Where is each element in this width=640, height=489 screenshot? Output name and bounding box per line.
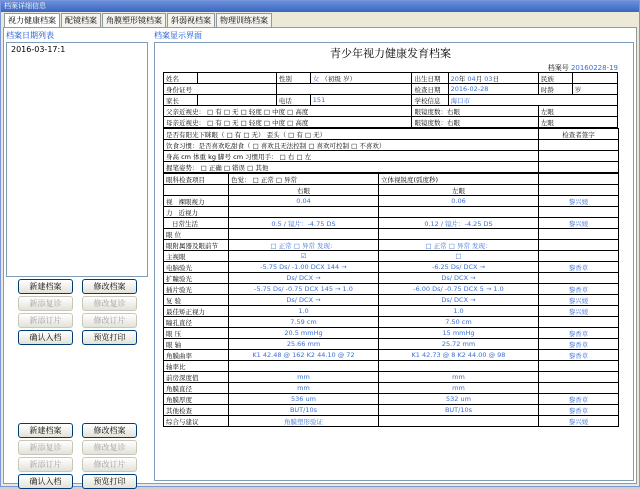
right-eye-value: -5.75 Ds/ -0.75 DCX 145 → 1.0: [229, 284, 379, 295]
table-row: 家长 电话 151 学校信息 海口市: [164, 95, 618, 106]
right-eye-value: mm: [229, 372, 379, 383]
date-listbox[interactable]: [6, 42, 148, 277]
table-row: 母亲近视史： □ 有 □ 无 □ 轻度 □ 中度 □ 高度 眼镜度数：右眼 左眼: [164, 117, 618, 128]
right-eye-value: □ 正常 □ 异常 发现：: [229, 240, 379, 251]
exam-item-label: 综合与建议: [164, 416, 229, 427]
examiner-signature: [539, 207, 619, 218]
tab-training-record[interactable]: 物理训练档案: [216, 13, 272, 27]
left-eye-value: [379, 416, 539, 427]
edit-record-button[interactable]: 修改档案: [82, 279, 137, 294]
print-preview-button[interactable]: 预览打印: [82, 330, 137, 345]
table-row: [164, 295, 619, 306]
table-row: 握笔姿势： □ 正确 □ 错误 □ 其他: [164, 162, 619, 173]
exam-item-label: 主视眼: [164, 251, 229, 262]
left-eye-value: □: [379, 251, 539, 262]
exam-item-label: 角膜曲率: [164, 350, 229, 361]
record-document: [163, 45, 618, 427]
table-row: [164, 306, 619, 317]
edit-record-button-2[interactable]: 修改档案: [82, 423, 137, 438]
right-eye-value: BUT/10s: [229, 405, 379, 416]
table-row: [164, 284, 619, 295]
right-eye-value: -5.75 Ds/ -1.00 DCX 144 →: [229, 262, 379, 273]
left-eye-value: -6.00 Ds/ -0.75 DCX 5 → 1.0: [379, 284, 539, 295]
exam-item-label: 眼 位: [164, 229, 229, 240]
examiner-signature: 黎香草: [539, 284, 619, 295]
left-eye-value: 532 um: [379, 394, 539, 405]
table-row: [164, 240, 619, 251]
examiner-signature: 黎兴媛: [539, 196, 619, 207]
tab-ortho-k-record[interactable]: 角膜塑形镜档案: [102, 13, 166, 27]
examiner-signature: 黎香草: [539, 394, 619, 405]
record-display-label: 档案显示界面: [154, 31, 202, 40]
table-row: [164, 328, 619, 339]
exam-item-label: 扩瞳验光: [164, 273, 229, 284]
habits-table: [163, 128, 619, 173]
left-eye-value: Ds/ DCX →: [379, 273, 539, 284]
exam-item-label: 视 裸眼视力: [164, 196, 229, 207]
exam-item-label: 眼附属器及眼前节: [164, 240, 229, 251]
exam-item-label: 力 近视力: [164, 207, 229, 218]
tab-strabismus-record[interactable]: 斜弱视档案: [167, 13, 215, 27]
right-eye-value: 536 um: [229, 394, 379, 405]
right-eye-value: [229, 361, 379, 372]
exam-item-label: 电脑验光: [164, 262, 229, 273]
examiner-signature: 黎香草: [539, 328, 619, 339]
table-row: [164, 372, 619, 383]
left-eye-value: 7.50 cm: [379, 317, 539, 328]
left-eye-value: 15 mmHg: [379, 328, 539, 339]
add-lens-order-button[interactable]: 新添订片: [18, 313, 73, 328]
add-review-button-2[interactable]: 新添复诊: [18, 440, 73, 455]
exam-item-label: 日常生活: [164, 218, 229, 229]
table-row: 身高 cm 体重 kg 脚号 cm 习惯用手： □ 右 □ 左: [164, 151, 619, 162]
left-eye-value: 1.0: [379, 306, 539, 317]
patient-info-table: [163, 72, 618, 128]
left-eye-value: mm: [379, 383, 539, 394]
examiner-signature: 黎香草: [539, 405, 619, 416]
examiner-signature: 黎香草: [539, 339, 619, 350]
left-eye-value: 0.06: [379, 196, 539, 207]
left-eye-value: BUT/10s: [379, 405, 539, 416]
confirm-archive-button-2[interactable]: 确认入档: [18, 474, 73, 489]
right-eye-value: 7.59 cm: [229, 317, 379, 328]
table-row: 饮食习惯：是否喜欢吃甜食（ □ 喜欢且无法控制 □ 喜欢可控制 □ 不喜欢）: [164, 140, 619, 151]
right-eye-value: [229, 229, 379, 240]
left-eye-value: □ 正常 □ 异常 发现：: [379, 240, 539, 251]
table-row: 姓名 性别 女 （初级 岁） 出生日期 20年 04月 03日 民族: [164, 73, 618, 84]
left-eye-value: [379, 229, 539, 240]
left-eye-value: [379, 207, 539, 218]
table-row: 是否有阳光下眯眼（ □ 有 □ 无） 歪头（ □ 有 □ 无） 检查者签字: [164, 129, 619, 140]
record-number: 档案号 20160228-19: [547, 64, 618, 72]
confirm-archive-button[interactable]: 确认入档: [18, 330, 73, 345]
exam-item-label: 其他检查: [164, 405, 229, 416]
window-title: 档案详细信息: [1, 1, 639, 12]
exam-item-label: 瞳孔直径: [164, 317, 229, 328]
print-preview-button-2[interactable]: 预览打印: [82, 474, 137, 489]
table-row: [164, 251, 619, 262]
exam-item-label: 眼 轴: [164, 339, 229, 350]
left-eye-value: mm: [379, 372, 539, 383]
examiner-signature: [539, 317, 619, 328]
table-row: 父亲近视史： □ 有 □ 无 □ 轻度 □ 中度 □ 高度 眼镜度数：右眼 左眼: [164, 106, 618, 117]
table-row: [164, 405, 619, 416]
table-row: 身份证号 检查日期 2016-02-28 时龄 岁: [164, 84, 618, 95]
eye-exam-table: [163, 173, 619, 427]
right-eye-value: 25.66 mm: [229, 339, 379, 350]
examiner-signature: [539, 383, 619, 394]
table-row: [164, 196, 619, 207]
edit-review-button[interactable]: 修改复诊: [82, 296, 137, 311]
table-row: [164, 339, 619, 350]
right-eye-value: 1.0: [229, 306, 379, 317]
exam-item-label: 前房深度值: [164, 372, 229, 383]
left-eye-value: -6.25 Ds/ DCX →: [379, 262, 539, 273]
table-row: [164, 218, 619, 229]
examiner-signature: 黎兴媛: [539, 416, 619, 427]
right-eye-value: K1 42.48 @ 162 K2 44.10 @ 72: [229, 350, 379, 361]
exam-item-label: 复 验: [164, 295, 229, 306]
exam-item-label: 角膜直径: [164, 383, 229, 394]
exam-item-label: 眼 压: [164, 328, 229, 339]
record-document-area: [154, 42, 634, 481]
right-eye-value: 0.5 / 镜片：-4.75 DS: [229, 218, 379, 229]
examiner-signature: 黎香草: [539, 262, 619, 273]
right-eye-value: Ds/ DCX →: [229, 295, 379, 306]
table-row: [164, 383, 619, 394]
right-eye-value: Ds/ DCX →: [229, 273, 379, 284]
table-row: [164, 394, 619, 405]
examiner-signature: 黎兴媛: [539, 218, 619, 229]
right-panel: [154, 30, 634, 481]
exam-rows: [164, 196, 619, 427]
table-row: [164, 273, 619, 284]
right-eye-value: 20.5 mmHg: [229, 328, 379, 339]
table-row: 右眼 左眼: [164, 185, 619, 196]
exam-item-label: 最佳矫正视力: [164, 306, 229, 317]
table-row: [164, 207, 619, 218]
new-record-button[interactable]: 新建档案: [18, 279, 73, 294]
table-row: [164, 317, 619, 328]
list-item[interactable]: 2016-03-17:1: [11, 45, 66, 54]
right-eye-value: [229, 207, 379, 218]
table-row: [164, 416, 619, 427]
add-lens-order-button-2[interactable]: 新添订片: [18, 457, 73, 472]
left-eye-value: 25.72 mm: [379, 339, 539, 350]
examiner-signature: 黎兴媛: [539, 295, 619, 306]
tab-content: [3, 27, 637, 484]
date-list-label: 档案日期列表: [6, 31, 54, 40]
edit-lens-order-button-2[interactable]: 修改订片: [82, 457, 137, 472]
document-title: 青少年视力健康发育档案: [330, 47, 451, 60]
examiner-signature: 黎兴媛: [539, 306, 619, 317]
examiner-signature: [539, 361, 619, 372]
table-row: [164, 361, 619, 372]
new-record-button-2[interactable]: 新建档案: [18, 423, 73, 438]
right-eye-value: mm: [229, 383, 379, 394]
tab-glasses-record[interactable]: 配镜档案: [61, 13, 101, 27]
add-review-button[interactable]: 新添复诊: [18, 296, 73, 311]
edit-review-button-2[interactable]: 修改复诊: [82, 440, 137, 455]
edit-lens-order-button[interactable]: 修改订片: [82, 313, 137, 328]
right-eye-value: 角膜塑形验证: [229, 416, 379, 427]
left-eye-value: 0.12 / 镜片：-4.25 DS: [379, 218, 539, 229]
examiner-signature: [539, 273, 619, 284]
left-panel: [6, 30, 148, 486]
exam-item-label: 插片验光: [164, 284, 229, 295]
right-eye-value: 0.04: [229, 196, 379, 207]
left-eye-value: [379, 361, 539, 372]
examiner-signature: [539, 251, 619, 262]
table-row: [164, 229, 619, 240]
exam-item-label: 角膜厚度: [164, 394, 229, 405]
table-row: [164, 350, 619, 361]
examiner-signature: [539, 372, 619, 383]
left-eye-value: K1 42.73 @ 8 K2 44.00 @ 98: [379, 350, 539, 361]
table-row: [164, 262, 619, 273]
table-row: 眼科检查项目 色觉： □ 正常 □ 异常 立体视锐度(弧度秒): [164, 174, 619, 185]
examiner-signature: 黎香草: [539, 350, 619, 361]
tab-bar: [4, 13, 273, 27]
exam-item-label: 轴率比: [164, 361, 229, 372]
examiner-signature: [539, 229, 619, 240]
examiner-signature: [539, 240, 619, 251]
right-eye-value: ☑: [229, 251, 379, 262]
left-eye-value: Ds/ DCX →: [379, 295, 539, 306]
tab-vision-record[interactable]: 视力健康档案: [4, 13, 60, 28]
